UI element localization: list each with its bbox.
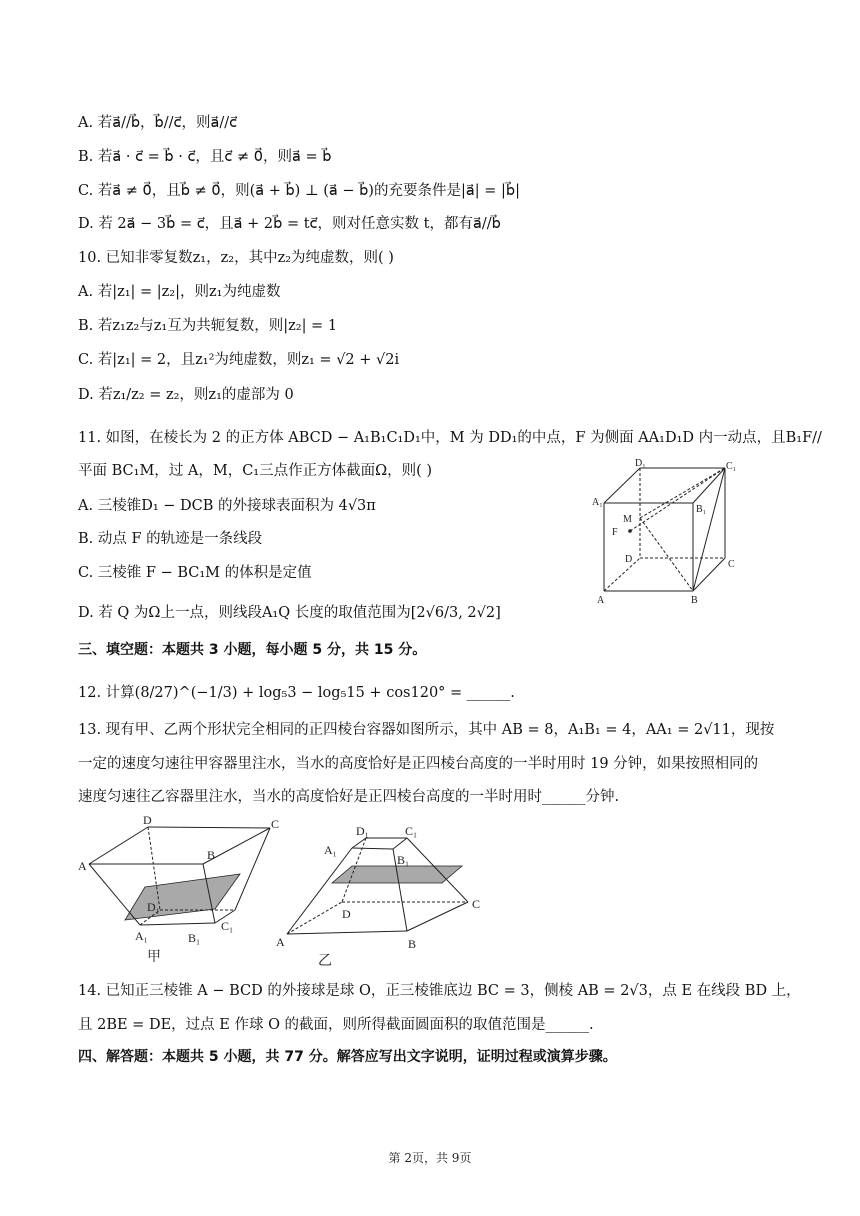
jia-label-b: B [207, 848, 216, 862]
q10-option-c: C. 若|z₁| = 2，且z₁²为纯虚数，则z₁ = √2 + √2i [78, 352, 400, 368]
q14-line1: 14. 已知正三棱锥 A − BCD 的外接球是球 O，正三棱锥底边 BC = 3，侧棱 AB = 2√3，点 E 在线段 BD 上， [78, 983, 801, 999]
q13-line3: 速度匀速往乙容器里注水，当水的高度恰好是正四棱台高度的一半时用时______分钟. [78, 789, 620, 805]
q14-line2: 且 2BE = DE，过点 E 作球 O 的截面，则所得截面圆面积的取值范围是______. [78, 1017, 594, 1033]
jia-label-b1: B₁ [188, 931, 201, 945]
yi-caption: 乙 [318, 954, 332, 968]
q10-option-b: B. 若z₁z₂与z₁互为共轭复数，则|z₂| = 1 [78, 318, 338, 334]
q11-option-a: A. 三棱锥D₁ − DCB 的外接球表面积为 4√3π [78, 498, 376, 514]
q9-option-d: D. 若 2a⃗ − 3b⃗ = c⃗，且a⃗ + 2b⃗ = tc⃗，则对任意实数 t，都有a⃗//b⃗ [78, 216, 501, 232]
q11-stem-line1: 11. 如图，在棱长为 2 的正方体 ABCD − A₁B₁C₁D₁中，M 为 DD₁的中点，F 为侧面 AA₁D₁D 内一动点，且B₁F// [78, 430, 822, 446]
yi-label-c1: C₁ [405, 824, 418, 838]
jia-label-c1: C₁ [221, 919, 234, 933]
yi-label-c: C [472, 897, 481, 911]
yi-label-b1: B₁ [397, 853, 410, 867]
jia-label-d1: D₁ [147, 900, 160, 914]
label-a1: A₁ [592, 497, 603, 508]
jia-label-a1: A₁ [135, 929, 148, 943]
yi-label-b: B [408, 937, 417, 951]
q12: 12. 计算(8/27)^(−1/3) + log₅3 − log₅15 + cos120° = ______. [78, 685, 515, 701]
yi-label-d1: D₁ [356, 824, 369, 838]
q9-option-a: A. 若a⃗//b⃗，b⃗//c⃗，则a⃗//c⃗ [78, 115, 238, 131]
cube-figure [585, 455, 745, 610]
jia-label-c: C [271, 817, 280, 831]
q11-stem-line2: 平面 BC₁M，过 A，M，C₁三点作正方体截面Ω，则( ) [78, 463, 433, 479]
yi-label-a1: A₁ [324, 843, 337, 857]
frustum-jia-figure [75, 812, 290, 967]
section-3-heading: 三、填空题：本题共 3 小题，每小题 5 分，共 15 分。 [78, 642, 427, 658]
page-footer: 第 2页，共 9页 [388, 1151, 472, 1165]
yi-label-a: A [276, 935, 285, 949]
q11-option-d: D. 若 Q 为Ω上一点，则线段A₁Q 长度的取值范围为[2√6/3, 2√2] [78, 605, 501, 621]
label-b: B [691, 595, 698, 606]
q10-stem: 10. 已知非零复数z₁，z₂，其中z₂为纯虚数，则( ) [78, 250, 394, 266]
jia-label-d: D [143, 813, 152, 827]
q9-option-b: B. 若a⃗ · c⃗ = b⃗ · c⃗，且c⃗ ≠ 0⃗，则a⃗ = b⃗ [78, 149, 332, 165]
q11-option-b: B. 动点 F 的轨迹是一条线段 [78, 531, 263, 547]
label-f: F [612, 527, 618, 538]
section-4-heading: 四、解答题：本题共 5 小题，共 77 分。解答应写出文字说明，证明过程或演算步骤。 [78, 1049, 617, 1065]
q9-option-c: C. 若a⃗ ≠ 0⃗，且b⃗ ≠ 0⃗，则(a⃗ + b⃗) ⊥ (a⃗ − b⃗)的充要条件是|a⃗| = |b⃗| [78, 183, 520, 199]
label-c1: C₁ [726, 461, 737, 472]
q13-line2: 一定的速度匀速往甲容器里注水，当水的高度恰好是正四棱台高度的一半时用时 19 分钟，如果按照相同的 [78, 756, 759, 772]
jia-label-a: A [78, 859, 87, 873]
label-b1: B₁ [696, 504, 707, 515]
label-c: C [728, 559, 735, 570]
jia-caption: 甲 [147, 950, 161, 965]
label-d: D [625, 554, 633, 565]
label-a: A [597, 595, 605, 606]
q10-option-a: A. 若|z₁| = |z₂|，则z₁为纯虚数 [78, 284, 281, 300]
q13-line1: 13. 现有甲、乙两个形状完全相同的正四棱台容器如图所示，其中 AB = 8，A₁B₁ = 4，AA₁ = 2√11，现按 [78, 722, 775, 738]
q11-option-c: C. 三棱锥 F − BC₁M 的体积是定值 [78, 565, 312, 581]
label-m: M [623, 514, 632, 525]
point-f-dot [628, 529, 632, 533]
yi-label-d: D [342, 907, 351, 921]
q10-option-d: D. 若z₁/z₂ = z₂，则z₁的虚部为 0 [78, 387, 294, 403]
frustum-yi-figure [272, 818, 492, 968]
label-d1: D₁ [635, 458, 646, 469]
